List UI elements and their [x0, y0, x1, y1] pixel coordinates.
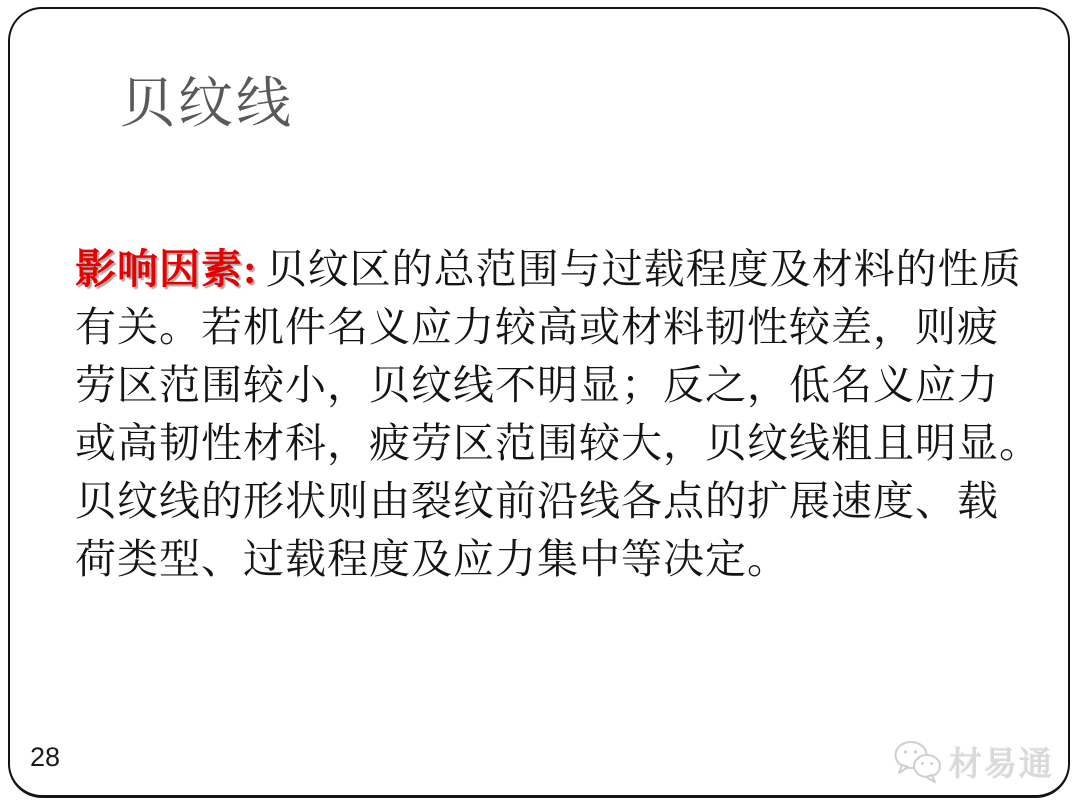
body-line: 荷类型、过载程度及应力集中等决定。 [75, 536, 789, 582]
body-line: 有关。若机件名义应力较高或材料韧性较差，则疲 [75, 304, 999, 350]
wechat-chat-bubbles-icon [892, 739, 944, 785]
influencing-factors-highlight: 影响因素: [75, 246, 258, 292]
page-number: 28 [30, 742, 61, 772]
body-line-text: 贝纹区的总范围与过载程度及材料的性质 [265, 246, 1022, 292]
body-text-block [75, 240, 1041, 588]
slide-title: 贝纹线 [120, 71, 295, 134]
body-line: 或高韧性材科，疲劳区范围较大，贝纹线粗且明显。 [75, 420, 1041, 466]
watermark-logo [892, 738, 1054, 785]
body-line: 劳区范围较小，贝纹线不明显；反之，低名义应力 [75, 362, 999, 408]
body-line [75, 240, 1035, 298]
body-line: 贝纹线的形状则由裂纹前沿线各点的扩展速度、载 [75, 478, 999, 524]
watermark-label: 材易通 [949, 747, 1054, 783]
